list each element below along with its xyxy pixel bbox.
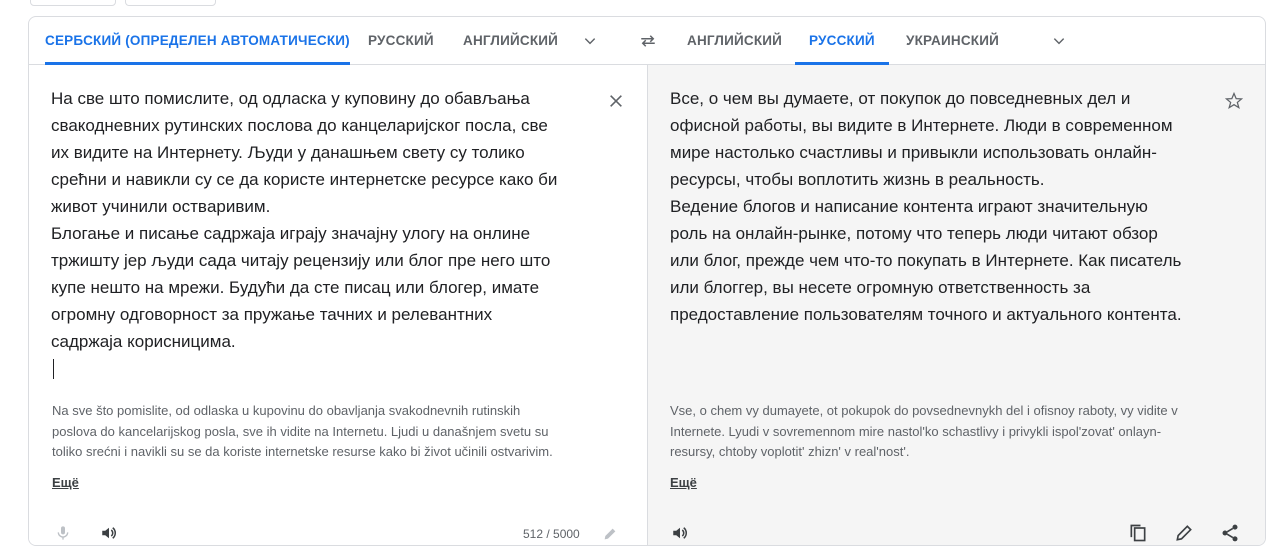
text-cursor <box>53 359 54 379</box>
mic-icon[interactable] <box>51 521 75 545</box>
source-lang-detected-tab[interactable]: СЕРБСКИЙ (ОПРЕДЕЛЕН АВТОМАТИЧЕСКИ) <box>45 17 350 64</box>
source-lang-russian-tab[interactable]: РУССКИЙ <box>368 33 434 48</box>
translation-text: Все, о чем вы думаете, от покупок до повседневных дел и офисной работы, вы видите в Интернете. Люди в современном мире настолько счастливы и привыкли использовать онлайн- ресурсы, чтобы воплотить жизнь в реальность. Ведение блогов и написание контента играют значительную роль на онлайн-рынке, потому что теперь люди читают обзор или блог, прежде чем что-то покупать в Интернете. Как писатель или блоггер, вы несете огромную ответственность за предоставление пользователям точного и актуального контента. <box>670 89 1182 324</box>
language-bar <box>29 17 1265 65</box>
target-lang-english-tab[interactable]: АНГЛИЙСКИЙ <box>687 33 783 48</box>
share-icon[interactable] <box>1218 521 1242 545</box>
swap-languages-icon[interactable] <box>636 30 660 52</box>
speaker-icon[interactable] <box>668 521 692 545</box>
chevron-down-icon[interactable] <box>1049 31 1069 51</box>
target-lang-russian-tab[interactable]: РУССКИЙ <box>795 17 889 64</box>
translation-transliteration: Vse, o chem vy dumayete, ot pokupok do povsednevnykh del i ofisnoy raboty, vy vidite v Internete. Lyudi v sovremennom mire nastol'ko schastlivy i privykli ispol'zovat' onlayn- resursy, chtoby voplotit' zhizn' v real'nost'. <box>670 403 1178 459</box>
copy-icon[interactable] <box>1126 521 1150 545</box>
speaker-icon[interactable] <box>97 521 121 545</box>
source-lang-english-tab[interactable]: АНГЛИЙСКИЙ <box>463 33 559 48</box>
top-button-stub-1 <box>30 0 116 6</box>
source-text-input[interactable]: На све што помислите, од одласка у куповину до обављања свакодневних рутинских послова до канцеларијског посла, све их видите на Интернету. Људи у данашњем свету су толико срећни и навикли су се да користе интернетске ресурсе како би живот учинили оствaривим. Блогање и писање садржаја играју значајну улогу на онлине тржишту јер људи сада читају рецензију или блог пре него што купе нешто на мрежи. Будући да сте писац или блогер, имате огромну одговорност за пружање тачних и релевантних садржаја корисницима. <box>51 89 558 351</box>
target-lang-ukrainian-tab[interactable]: УКРАИНСКИЙ <box>906 33 1000 48</box>
chevron-down-icon[interactable] <box>580 31 600 51</box>
source-pane <box>29 65 647 546</box>
pencil-icon[interactable] <box>599 523 621 545</box>
translator-card <box>28 16 1266 546</box>
translation-pane <box>647 65 1266 546</box>
star-icon[interactable] <box>1222 89 1246 113</box>
source-transliteration: Na sve što pomislite, od odlaska u kupovinu do obavljanja svakodnevnih rutinskih poslova do kancelarijskog posla, sve ih vidite na Internetu. Ljudi u današnjem svetu su toliko srećni i navikli su se da koriste internetske resurse kako bi život učinili ostvarivim. <box>52 403 553 459</box>
top-button-stub-2 <box>125 0 216 6</box>
character-counter: 512 / 5000 <box>523 527 580 541</box>
close-icon[interactable] <box>604 89 628 113</box>
translation-more-link[interactable]: Ещё <box>670 475 697 490</box>
source-more-link[interactable]: Ещё <box>52 475 79 490</box>
pencil-icon[interactable] <box>1172 521 1196 545</box>
